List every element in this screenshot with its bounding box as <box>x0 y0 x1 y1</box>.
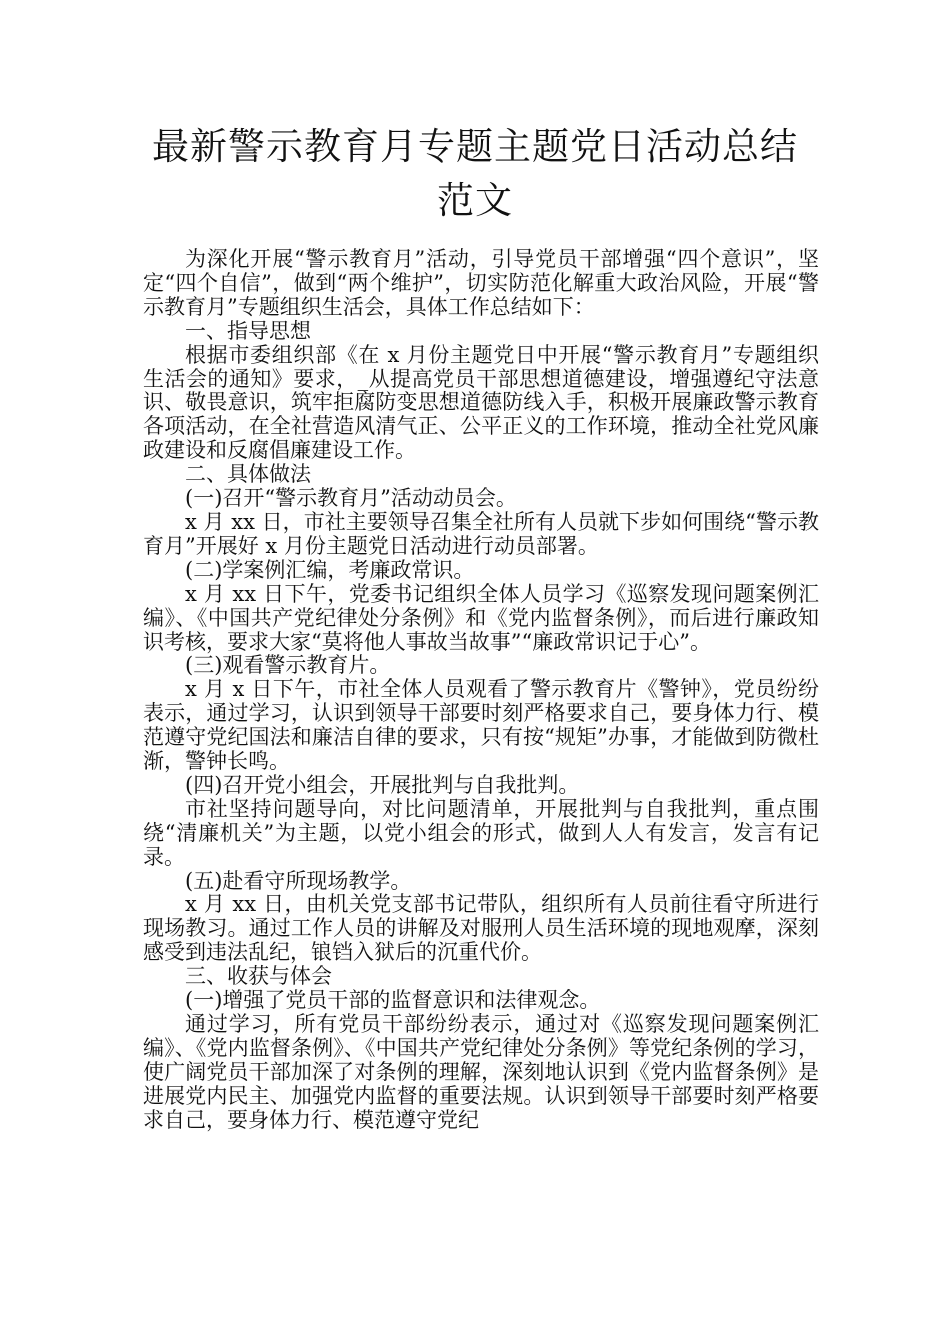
subheading: (一)增强了党员干部的监督意识和法律观念。 <box>185 988 601 1013</box>
paragraph: 通过学习，所有党员干部纷纷表示，通过对《巡察发现问题案例汇编》、《党内监督条例》、《中国共产党纪律处分条例》等党纪条例的学习，使广阔党员干部加深了对条例的理解，深刻地认识到《党内监督条例》是进展党内民主、加强党内监督的重要法规。认识到领导干部要时刻严格要求自己，要身体力行、模范遵守党纪 <box>143 1012 819 1132</box>
subheading: (二)学案例汇编，考廉政常识。 <box>185 557 475 582</box>
document-body <box>143 248 819 1133</box>
paragraph: 市社坚持问题导向，对比问题清单，开展批判与自我批判，重点围绕“清廉机关”为主题，以党小组会的形式，做到人人有发言，发言有记录。 <box>143 796 819 869</box>
subheading: (一)召开“警示教育月”活动动员会。 <box>185 486 517 511</box>
section-heading-3: 三、收获与体会 <box>185 964 332 989</box>
subheading: (四)召开党小组会，开展批判与自我批判。 <box>185 772 580 797</box>
paragraph: x 月 xx 日，由机关党支部书记带队，组织所有人员前往看守所进行现场教习。通过工作人员的讲解及对服刑人员生活环境的现地观摩，深刻感受到违法乱纪，锒铛入狱后的沉重代价。 <box>143 892 819 965</box>
paragraph: x 月 xx 日下午，党委书记组织全体人员学习《巡察发现问题案例汇编》、《中国共产党纪律处分条例》和《党内监督条例》，而后进行廉政知识考核，要求大家“莫将他人事故当故事”“廉政常识记于心”。 <box>143 581 819 654</box>
section-heading-2: 二、具体做法 <box>185 462 311 487</box>
document-title: 最新警示教育月专题主题党日活动总结范文 <box>152 125 798 222</box>
paragraph-intro: 为深化开展“警示教育月”活动，引导党员干部增强“四个意识”，坚定“四个自信”，做到“两个维护”，切实防范化解重大政治风险，开展“警示教育月”专题组织生活会，具体工作总结如下： <box>143 247 819 319</box>
paragraph: 根据市委组织部《在 x 月份主题党日中开展“警示教育月”专题组织生活会的通知》要求，_从提高党员干部思想道德建设，增强遵纪守法意识、敬畏意识，筑牢拒腐防变思想道德防线入手，积极开展廉政警示教育各项活动，在全社营造风清气正、公平正义的工作环境，推动全社党风廉政建设和反腐倡廉建设工作。 <box>143 342 819 463</box>
paragraph: x 月 xx 日，市社主要领导召集全社所有人员就下步如何围绕“警示教育月”开展好 x 月份主题党日活动进行动员部署。 <box>143 509 819 558</box>
paragraph: x 月 x 日下午，市社全体人员观看了警示教育片《警钟》，党员纷纷表示，通过学习，认识到领导干部要时刻严格要求自己，要身体力行、模范遵守党纪国法和廉洁自律的要求，只有按“规矩”办事，才能做到防微杜渐，警钟长鸣。 <box>143 677 819 774</box>
subheading: (五)赴看守所现场教学。 <box>185 868 412 893</box>
subheading: (三)观看警示教育片。 <box>185 653 391 678</box>
section-heading-1: 一、指导思想 <box>185 318 311 343</box>
